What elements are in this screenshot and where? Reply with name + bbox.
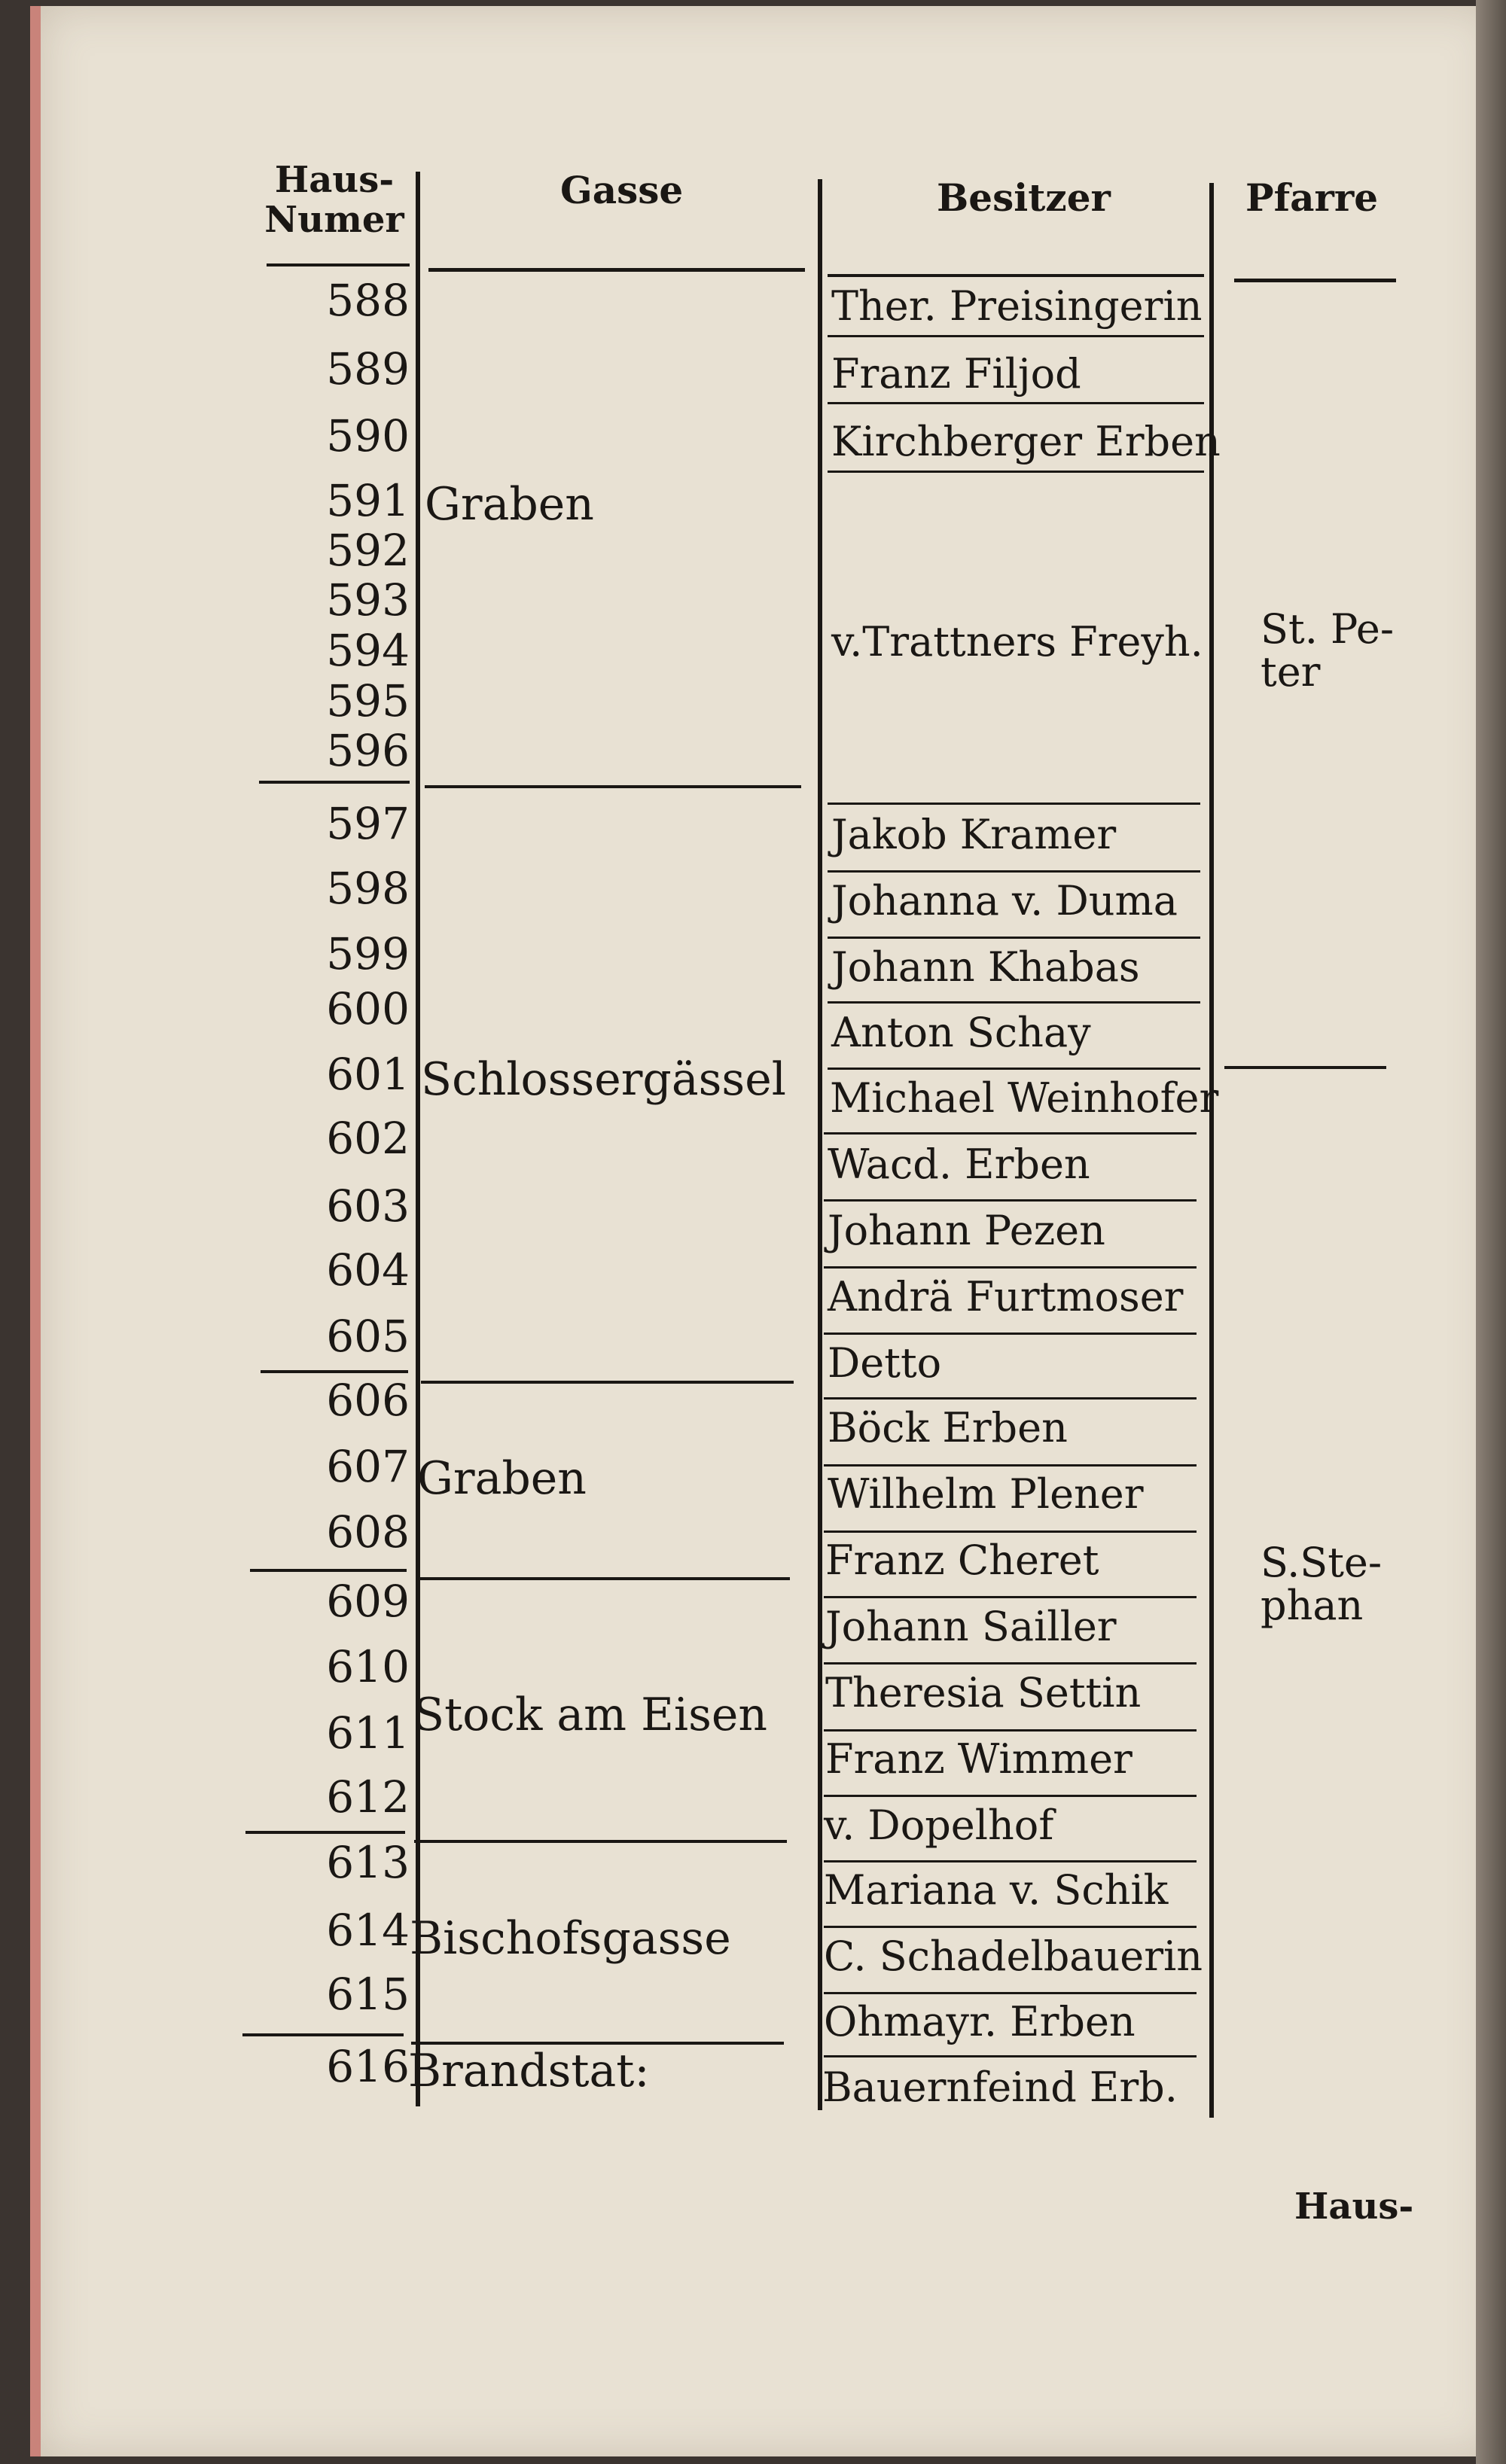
separator-612 (245, 1831, 405, 1834)
header-street: Gasse (560, 168, 684, 212)
house-number: 616 (326, 2041, 410, 2092)
house-number: 611 (326, 1707, 410, 1759)
owner-line-613 (824, 1860, 1197, 1862)
owner-line-602 (824, 1132, 1197, 1135)
owner-name: Johann Sailler (825, 1603, 1117, 1650)
street-stock-am-eisen: Stock am Eisen (413, 1689, 768, 1741)
separator-608 (250, 1569, 407, 1572)
house-number: 609 (326, 1576, 410, 1627)
owner-name: Johann Khabas (831, 943, 1140, 991)
separator-615 (242, 2033, 404, 2036)
vrule-1 (416, 172, 420, 2106)
street-bischofsgasse: Bischofsgasse (410, 1912, 731, 1965)
house-number: 615 (326, 1969, 410, 2020)
owner-line-601 (828, 1068, 1200, 1070)
owner-line-609 (824, 1596, 1197, 1598)
street-graben-2: Graben (417, 1452, 587, 1505)
owner-name: Johann Pezen (828, 1207, 1105, 1254)
owner-line-600 (828, 1001, 1200, 1004)
owner-name: Wilhelm Plener (828, 1470, 1144, 1518)
owner-name: v.Trattners Freyh. (831, 618, 1203, 665)
separator-street-2 (421, 1381, 794, 1384)
vrule-2 (818, 179, 822, 2110)
owner-name: Theresia Settin (825, 1669, 1142, 1716)
owner-name: Wacd. Erben (828, 1141, 1090, 1188)
house-number: 593 (326, 574, 410, 626)
house-number: 613 (326, 1837, 410, 1888)
street-graben-1: Graben (425, 478, 594, 531)
separator-596 (259, 781, 410, 784)
house-number: 591 (326, 475, 410, 526)
house-number: 612 (326, 1771, 410, 1823)
owner-line-614 (824, 1926, 1197, 1928)
owner-line-606 (824, 1397, 1197, 1400)
house-number: 614 (326, 1905, 410, 1956)
house-number: 589 (326, 343, 410, 394)
owner-name: Detto (828, 1339, 942, 1387)
owner-name: C. Schadelbauerin (824, 1933, 1203, 1980)
house-number: 610 (326, 1641, 410, 1692)
house-number: 590 (326, 410, 410, 461)
owner-line-607 (824, 1464, 1197, 1467)
house-number: 604 (326, 1244, 410, 1296)
owner-name: Böck Erben (828, 1404, 1068, 1451)
owner-name: Mariana v. Schik (824, 1866, 1169, 1914)
header-underline-number (267, 263, 410, 267)
house-number: 607 (326, 1441, 410, 1492)
owner-name: Ther. Preisingerin (831, 282, 1203, 330)
owner-line-608 (824, 1530, 1197, 1533)
owner-name: Franz Filjod (831, 350, 1081, 397)
catchword: Haus- (1294, 2185, 1414, 2228)
owner-line-590 (828, 471, 1204, 473)
house-number: 596 (326, 725, 410, 776)
house-number: 602 (326, 1113, 410, 1164)
header-underline-street (428, 268, 805, 272)
owner-line-612 (824, 1795, 1197, 1797)
house-number: 594 (326, 625, 410, 676)
owner-name: Ohmayr. Erben (824, 1998, 1136, 2045)
owner-name: Jakob Kramer (831, 811, 1117, 858)
page-edge (1476, 0, 1506, 2464)
house-number: 605 (326, 1311, 410, 1362)
owner-line-605 (824, 1333, 1197, 1335)
owner-name: Franz Wimmer (825, 1735, 1133, 1783)
owner-line-599 (828, 937, 1200, 939)
book-page (30, 6, 1494, 2456)
owner-line-597 (828, 803, 1200, 805)
house-number: 588 (326, 275, 410, 326)
parish-st-peter: St. Pe- ter (1261, 605, 1395, 696)
street-brandstat: Brandstat: (408, 2045, 650, 2097)
header-underline-owner (828, 274, 1204, 277)
header-parish: Pfarre (1245, 175, 1379, 220)
owner-line-598 (828, 870, 1200, 873)
owner-line-603 (824, 1199, 1197, 1202)
header-underline-parish (1234, 279, 1396, 282)
owner-line-610 (824, 1662, 1197, 1664)
owner-name: Franz Cheret (825, 1537, 1099, 1584)
house-number: 601 (326, 1049, 410, 1100)
house-number: 608 (326, 1506, 410, 1558)
owner-line-604 (824, 1266, 1197, 1269)
house-number: 598 (326, 863, 410, 914)
owner-name: v. Dopelhof (824, 1802, 1054, 1849)
separator-parish (1224, 1066, 1386, 1069)
vrule-3 (1209, 183, 1214, 2118)
owner-line-611 (824, 1729, 1197, 1732)
house-number: 595 (326, 675, 410, 726)
owner-name: Anton Schay (831, 1009, 1091, 1056)
owner-name: Kirchberger Erben (831, 418, 1221, 465)
street-schlossergaessel: Schlossergässel (421, 1053, 786, 1106)
house-number: 606 (326, 1375, 410, 1426)
house-number: 592 (326, 525, 410, 576)
house-number: 597 (326, 798, 410, 849)
house-number: 599 (326, 928, 410, 979)
house-number: 600 (326, 983, 410, 1034)
owner-line-589 (828, 402, 1204, 404)
header-number: Haus- Numer (264, 159, 404, 241)
house-number: 603 (326, 1180, 410, 1232)
owner-name: Johanna v. Duma (831, 877, 1178, 924)
owner-name: Bauernfeind Erb. (822, 2063, 1178, 2111)
parish-st-stephan: S.Ste- phan (1261, 1539, 1383, 1629)
owner-name: Michael Weinhofer (830, 1074, 1219, 1122)
owner-line-615 (824, 1992, 1197, 1994)
header-owner: Besitzer (937, 175, 1111, 220)
separator-street-3 (417, 1577, 790, 1580)
owner-line-588 (828, 335, 1204, 337)
separator-605 (261, 1370, 408, 1373)
owner-line-616 (824, 2055, 1197, 2057)
owner-name: Andrä Furtmoser (828, 1273, 1184, 1320)
separator-street-1 (425, 785, 801, 788)
separator-street-4 (414, 1840, 787, 1843)
